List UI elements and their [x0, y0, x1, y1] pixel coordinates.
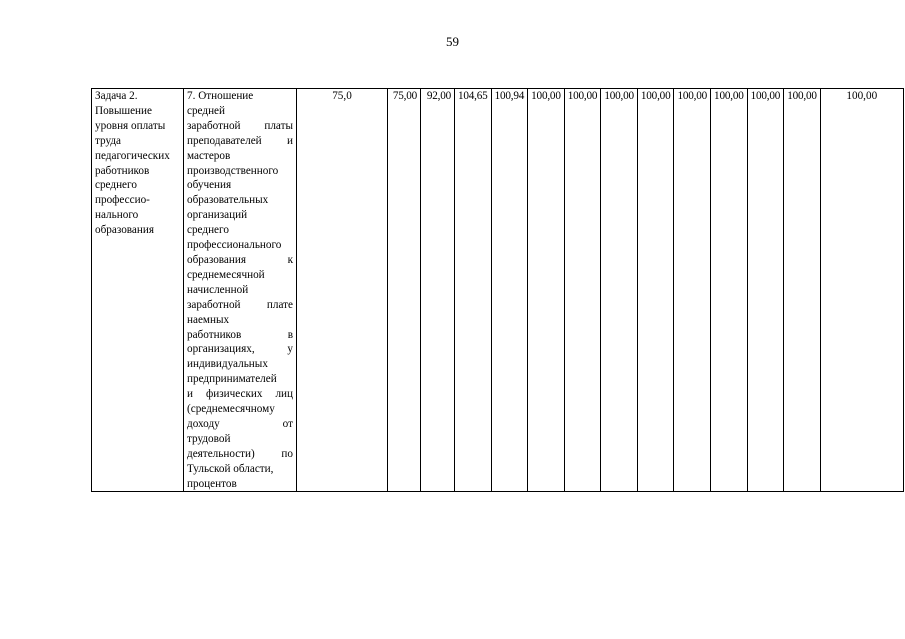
task-text-line: нального — [95, 209, 139, 222]
indicator-word: деятельности) — [187, 447, 255, 460]
indicator-text-line — [187, 447, 293, 462]
year-value-cell: 100,00 — [637, 89, 674, 492]
indicator-word: лиц — [275, 388, 293, 401]
indicator-text-line: обучения — [187, 179, 232, 192]
indicator-word: заработной — [187, 298, 241, 311]
indicator-text-line — [187, 328, 293, 343]
indicator-word: преподавателей — [187, 134, 262, 147]
base-value-cell: 75,0 — [297, 89, 388, 492]
year-value-cell: 100,00 — [674, 89, 711, 492]
indicator-text-line: среднего — [187, 224, 229, 237]
indicator-word: у — [287, 343, 293, 356]
indicator-word: доходу — [187, 417, 220, 430]
task-text-line: педагогических — [95, 149, 170, 162]
task-text-line: уровня оплаты — [95, 119, 166, 132]
task-text-line: Задача 2. — [95, 90, 138, 102]
indicator-text-line: начисленной — [187, 283, 249, 296]
year-value-cell: 100,00 — [601, 89, 638, 492]
indicator-text-line: трудовой — [187, 432, 231, 445]
year-value-cell: 100,00 — [564, 89, 601, 492]
year-value-cell: 100,00 — [528, 89, 565, 492]
indicator-word: плате — [266, 298, 293, 311]
indicator-text-line: организаций — [187, 209, 248, 222]
indicator-text-line: наемных — [187, 313, 230, 326]
task-cell — [92, 89, 184, 492]
indicator-text-line — [187, 119, 293, 134]
indicator-text-line — [187, 253, 293, 268]
task-text-line: Повышение — [95, 104, 152, 117]
task-text-line: образования — [95, 224, 155, 237]
year-value-cell: 104,65 — [455, 89, 492, 492]
indicator-word: образования — [187, 253, 247, 266]
indicator-word: физических — [205, 388, 263, 401]
indicator-word: и — [287, 134, 293, 147]
year-value-cell: 100,00 — [747, 89, 784, 492]
indicator-word: и — [187, 388, 193, 401]
final-value-cell: 100,00 — [820, 89, 903, 492]
indicator-text-line: предпринимателей — [187, 373, 277, 386]
year-value-cell: 92,00 — [421, 89, 455, 492]
page-number: 59 — [446, 34, 459, 49]
indicator-text-line — [187, 298, 293, 313]
indicator-text-line: мастеров — [187, 149, 231, 162]
indicator-word: организациях, — [187, 343, 255, 356]
indicator-word: работников — [187, 328, 242, 341]
indicator-text-line: (среднемесячному — [187, 403, 275, 416]
indicator-word: по — [281, 447, 293, 460]
indicator-word: заработной — [187, 119, 241, 132]
indicator-text-line: среднемесячной — [187, 268, 265, 281]
indicator-cell — [184, 89, 297, 492]
task-text-line: среднего — [95, 179, 137, 192]
indicator-word: к — [287, 253, 293, 266]
year-value-cell: 75,00 — [388, 89, 421, 492]
indicator-text-line — [187, 417, 293, 432]
indicator-text-line: производственного — [187, 164, 279, 177]
indicator-text-line: средней — [187, 104, 226, 117]
indicator-text-line: образовательных — [187, 194, 269, 207]
indicator-word: от — [282, 417, 293, 430]
table-row — [92, 89, 904, 492]
indicator-table — [91, 88, 904, 492]
year-value-cell: 100,94 — [491, 89, 528, 492]
indicator-text-line — [187, 342, 293, 357]
indicator-text-line: процентов — [187, 477, 237, 490]
year-value-cell: 100,00 — [784, 89, 821, 492]
task-text-line: профессио- — [95, 194, 150, 207]
indicator-text-line: индивидуальных — [187, 358, 268, 371]
year-value-cell: 100,00 — [711, 89, 748, 492]
indicator-text-line: профессионального — [187, 239, 282, 252]
indicator-text-line — [187, 387, 293, 402]
indicator-word: платы — [264, 119, 293, 132]
task-text-line: труда — [95, 134, 122, 147]
indicator-word: в — [287, 328, 293, 341]
task-text-line: работников — [95, 164, 150, 177]
indicator-text-line: Тульской области, — [187, 462, 274, 475]
indicator-text-line — [187, 134, 293, 149]
indicator-text-line: 7. Отношение — [187, 90, 254, 102]
